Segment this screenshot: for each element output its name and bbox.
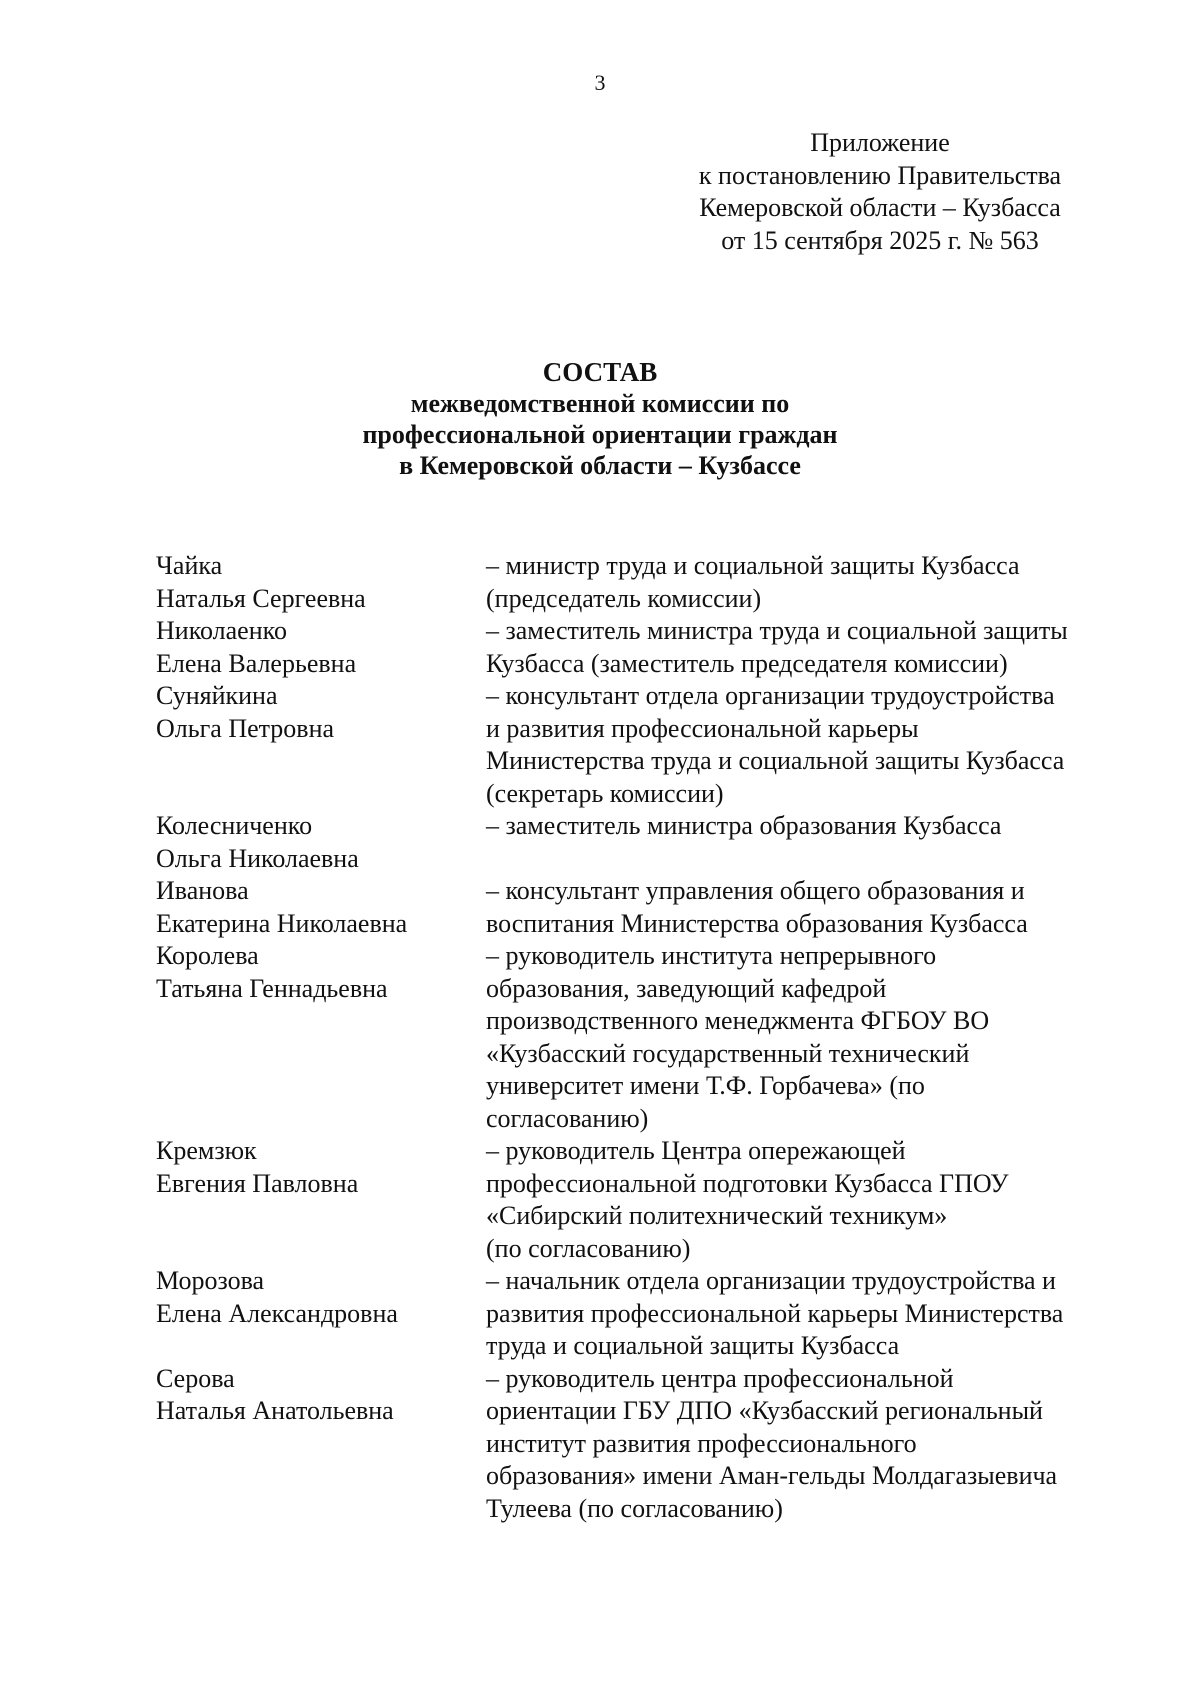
member-role bbox=[486, 1265, 1136, 1363]
member-role bbox=[486, 1363, 1136, 1526]
member-name bbox=[156, 1265, 486, 1363]
member-given-names: Елена Валерьевна bbox=[156, 648, 357, 678]
member-role-line: – заместитель министра труда и социальной защиты bbox=[486, 616, 1068, 645]
member-surname: Николаенко bbox=[156, 616, 287, 645]
member-row bbox=[156, 875, 1136, 940]
member-name bbox=[156, 550, 486, 615]
member-role-line: образования, заведующий кафедрой bbox=[486, 973, 887, 1003]
member-role-line: – консультант отдела организации трудоустройства bbox=[486, 681, 1055, 710]
document-title: СОСТАВ bbox=[542, 357, 658, 387]
member-role-line: институт развития профессионального bbox=[486, 1428, 917, 1458]
member-name bbox=[156, 1363, 486, 1526]
member-surname: Морозова bbox=[156, 1266, 265, 1295]
member-role-line: «Кузбасский государственный технический bbox=[486, 1038, 970, 1068]
member-role-line: «Сибирский политехнический техникум» bbox=[486, 1201, 948, 1230]
page-number: 3 bbox=[594, 70, 606, 95]
member-role-line: образования» имени Аман-гельды Молдагазыевича bbox=[486, 1461, 1058, 1490]
member-role-line: – министр труда и социальной защиты Кузбасса bbox=[486, 551, 1020, 580]
member-given-names: Татьяна Геннадьевна bbox=[156, 973, 388, 1003]
member-given-names: Наталья Анатольевна bbox=[156, 1396, 394, 1425]
member-surname: Серова bbox=[156, 1363, 235, 1393]
member-given-names: Наталья Сергеевна bbox=[156, 583, 366, 613]
member-role-line: Кузбасса (заместитель председателя комиссии) bbox=[486, 648, 1008, 678]
member-role-line: – начальник отдела организации трудоустройства и bbox=[486, 1266, 1056, 1295]
member-role bbox=[486, 1135, 1136, 1265]
commission-members-list bbox=[156, 550, 1136, 1525]
member-role-line: Министерства труда и социальной защиты Кузбасса bbox=[486, 746, 1065, 775]
member-role bbox=[486, 810, 1136, 875]
member-row bbox=[156, 1135, 1136, 1265]
member-row bbox=[156, 680, 1136, 810]
member-role-line: – руководитель центра профессиональной bbox=[486, 1363, 954, 1393]
member-name bbox=[156, 810, 486, 875]
member-given-names: Елена Александровна bbox=[156, 1298, 398, 1328]
member-surname: Иванова bbox=[156, 876, 249, 905]
appendix-line: Приложение bbox=[810, 128, 950, 157]
member-surname: Колесниченко bbox=[156, 811, 313, 840]
member-role bbox=[486, 680, 1136, 810]
member-name bbox=[156, 615, 486, 680]
member-name bbox=[156, 875, 486, 940]
member-row bbox=[156, 550, 1136, 615]
member-surname: Кремзюк bbox=[156, 1136, 257, 1165]
member-name bbox=[156, 1135, 486, 1265]
member-role-line: университет имени Т.Ф. Горбачева» (по bbox=[486, 1071, 925, 1100]
member-role-line: ориентации ГБУ ДПО «Кузбасский региональный bbox=[486, 1396, 1043, 1425]
member-role-line: – руководитель института непрерывного bbox=[486, 941, 937, 970]
member-role bbox=[486, 550, 1136, 615]
appendix-line: Кемеровской области – Кузбасса bbox=[699, 193, 1061, 222]
appendix-line: к постановлению Правительства bbox=[698, 160, 1062, 190]
member-role-line: производственного менеджмента ФГБОУ ВО bbox=[486, 1006, 990, 1035]
member-role-line: (секретарь комиссии) bbox=[486, 778, 724, 808]
member-row bbox=[156, 1265, 1136, 1363]
member-role bbox=[486, 875, 1136, 940]
appendix-line: от 15 сентября 2025 г. № 563 bbox=[721, 225, 1039, 255]
member-row bbox=[156, 810, 1136, 875]
member-role-line: – заместитель министра образования Кузбасса bbox=[486, 811, 1002, 840]
member-surname: Суняйкина bbox=[156, 681, 278, 710]
member-role-line: – консультант управления общего образования и bbox=[486, 876, 1025, 905]
member-role-line: согласованию) bbox=[486, 1103, 649, 1133]
document-subtitle-line: профессиональной ориентации граждан bbox=[362, 420, 838, 449]
member-row bbox=[156, 615, 1136, 680]
appendix-block bbox=[660, 127, 1100, 257]
member-given-names: Евгения Павловна bbox=[156, 1168, 359, 1198]
document-subtitle-line: в Кемеровской области – Кузбассе bbox=[399, 451, 801, 480]
member-role-line: и развития профессиональной карьеры bbox=[486, 713, 919, 743]
member-given-names: Екатерина Николаевна bbox=[156, 908, 408, 938]
member-name bbox=[156, 940, 486, 1135]
member-role-line: (по согласованию) bbox=[486, 1233, 691, 1263]
member-role bbox=[486, 615, 1136, 680]
member-row bbox=[156, 1363, 1136, 1526]
member-surname: Чайка bbox=[156, 551, 223, 580]
document-heading bbox=[200, 356, 1000, 481]
member-role-line: – руководитель Центра опережающей bbox=[486, 1136, 906, 1165]
member-given-names: Ольга Николаевна bbox=[156, 843, 359, 873]
member-name bbox=[156, 680, 486, 810]
member-given-names: Ольга Петровна bbox=[156, 713, 335, 743]
member-role-line: Тулеева (по согласованию) bbox=[486, 1493, 783, 1523]
member-row bbox=[156, 940, 1136, 1135]
member-role-line: профессиональной подготовки Кузбасса ГПОУ bbox=[486, 1168, 1009, 1198]
member-role-line: (председатель комиссии) bbox=[486, 583, 762, 613]
member-surname: Королева bbox=[156, 941, 259, 970]
member-role-line: труда и социальной защиты Кузбасса bbox=[486, 1331, 900, 1360]
document-subtitle-line: межведомственной комиссии по bbox=[410, 389, 790, 418]
member-role-line: воспитания Министерства образования Кузбасса bbox=[486, 908, 1028, 938]
member-role bbox=[486, 940, 1136, 1135]
member-role-line: развития профессиональной карьеры Министерства bbox=[486, 1298, 1064, 1328]
